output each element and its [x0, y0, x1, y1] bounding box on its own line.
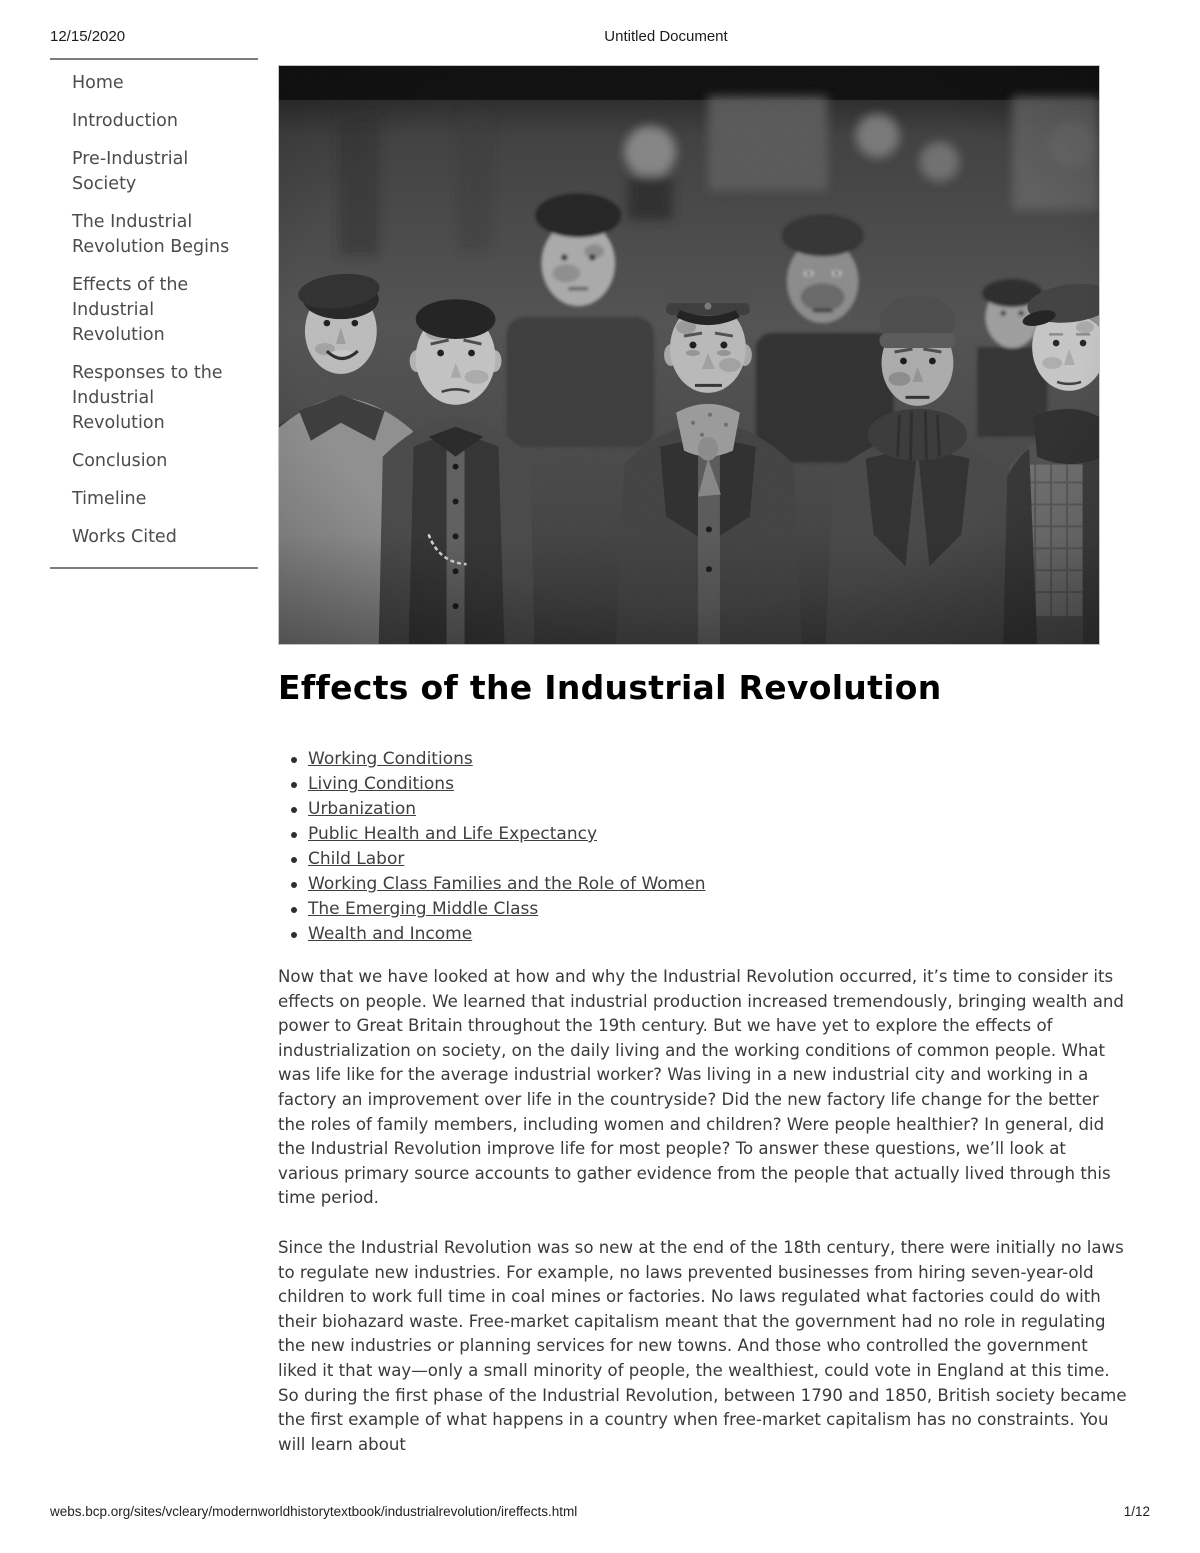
sidebar-item-introduction[interactable]: Introduction — [72, 111, 178, 131]
sidebar-item-timeline[interactable]: Timeline — [72, 489, 147, 509]
page-title: Effects of the Industrial Revolution — [278, 668, 942, 707]
breaker-boys-photo-illustration — [279, 66, 1099, 644]
body-paragraph-2: Since the Industrial Revolution was so new at the end of the 18th century, there were initially no laws to regulate new industries. For example, no laws prevented businesses from hiring seven-year-old children to work full time in coal mines or factories. No laws regulated what factories could do with their biohazard waste. Free-market capitalism meant that the government had no role in regulating the new industries or planning services for new towns. And those who controlled the government liked it that way—only a small minority of people, the wealthiest, could vote in England at this time. So during the first phase of the Industrial Revolution, between 1790 and 1850, British society became the first example of what happens in a country when free-market capitalism has no constraints. You will learn about — [278, 1237, 1127, 1454]
toc-item — [308, 922, 1130, 947]
toc-item — [308, 772, 1130, 797]
toc-list — [278, 747, 1130, 947]
toc-item — [308, 822, 1130, 847]
toc-item — [308, 797, 1130, 822]
sidebar-item-the-industrial-revolution-begins[interactable]: The Industrial Revolution Begins — [72, 212, 230, 257]
toc-link-urbanization[interactable]: Urbanization — [308, 799, 417, 819]
toc-link-working-conditions[interactable]: Working Conditions — [308, 749, 473, 769]
toc-link-public-health-and-life-expectancy[interactable]: Public Health and Life Expectancy — [308, 824, 598, 844]
toc-link-child-labor[interactable]: Child Labor — [308, 849, 405, 869]
sidebar-item-home[interactable]: Home — [72, 73, 124, 93]
body-paragraph-1: Now that we have looked at how and why the Industrial Revolution occurred, it’s time to consider its effects on people. We learned that industrial production increased tremendously, bringing wealth and power to Great Britain throughout the 19th century. But we have yet to explore the effects of industrialization on society, on the daily living and the working conditions of common people. What was life like for the average industrial worker? Was living in a new industrial city and working in a factory an improvement over life in the countryside? Did the new factory life change for the better the roles of family members, including women and children? Were people healthier? In general, did the Industrial Revolution improve life for most people? To answer these questions, we’ll look at various primary source accounts to gather evidence from the people that actually lived through this time period. — [278, 967, 1124, 1208]
toc-link-emerging-middle-class[interactable]: The Emerging Middle Class — [308, 899, 539, 919]
sidebar-nav — [50, 58, 258, 569]
print-title: Untitled Document — [604, 28, 728, 45]
sidebar-item-responses-to-the-industrial-revolution[interactable]: Responses to the Industrial Revolution — [72, 363, 223, 433]
toc-item — [308, 872, 1130, 897]
toc-link-working-class-families[interactable]: Working Class Families and the Role of Women — [308, 874, 706, 894]
toc-link-living-conditions[interactable]: Living Conditions — [308, 774, 454, 794]
breaker-boys-photo — [278, 65, 1100, 645]
toc-item — [308, 747, 1130, 772]
sidebar-item-effects-of-the-industrial-revolution[interactable]: Effects of the Industrial Revolution — [72, 275, 189, 345]
sidebar-item-works-cited[interactable]: Works Cited — [72, 527, 177, 547]
toc-link-wealth-and-income[interactable]: Wealth and Income — [308, 924, 473, 944]
toc-item — [308, 847, 1130, 872]
footer-url: webs.bcp.org/sites/vcleary/modernworldhistorytextbook/industrialrevolution/ireffects.html — [50, 1504, 578, 1519]
sidebar-item-conclusion[interactable]: Conclusion — [72, 451, 168, 471]
print-date: 12/15/2020 — [50, 28, 126, 45]
footer-page-number: 1/12 — [1123, 1504, 1150, 1519]
main-content — [278, 645, 1130, 1482]
sidebar-item-pre-industrial-society[interactable]: Pre-Industrial Society — [72, 149, 189, 194]
print-footer — [50, 1504, 1150, 1519]
toc-item — [308, 897, 1130, 922]
